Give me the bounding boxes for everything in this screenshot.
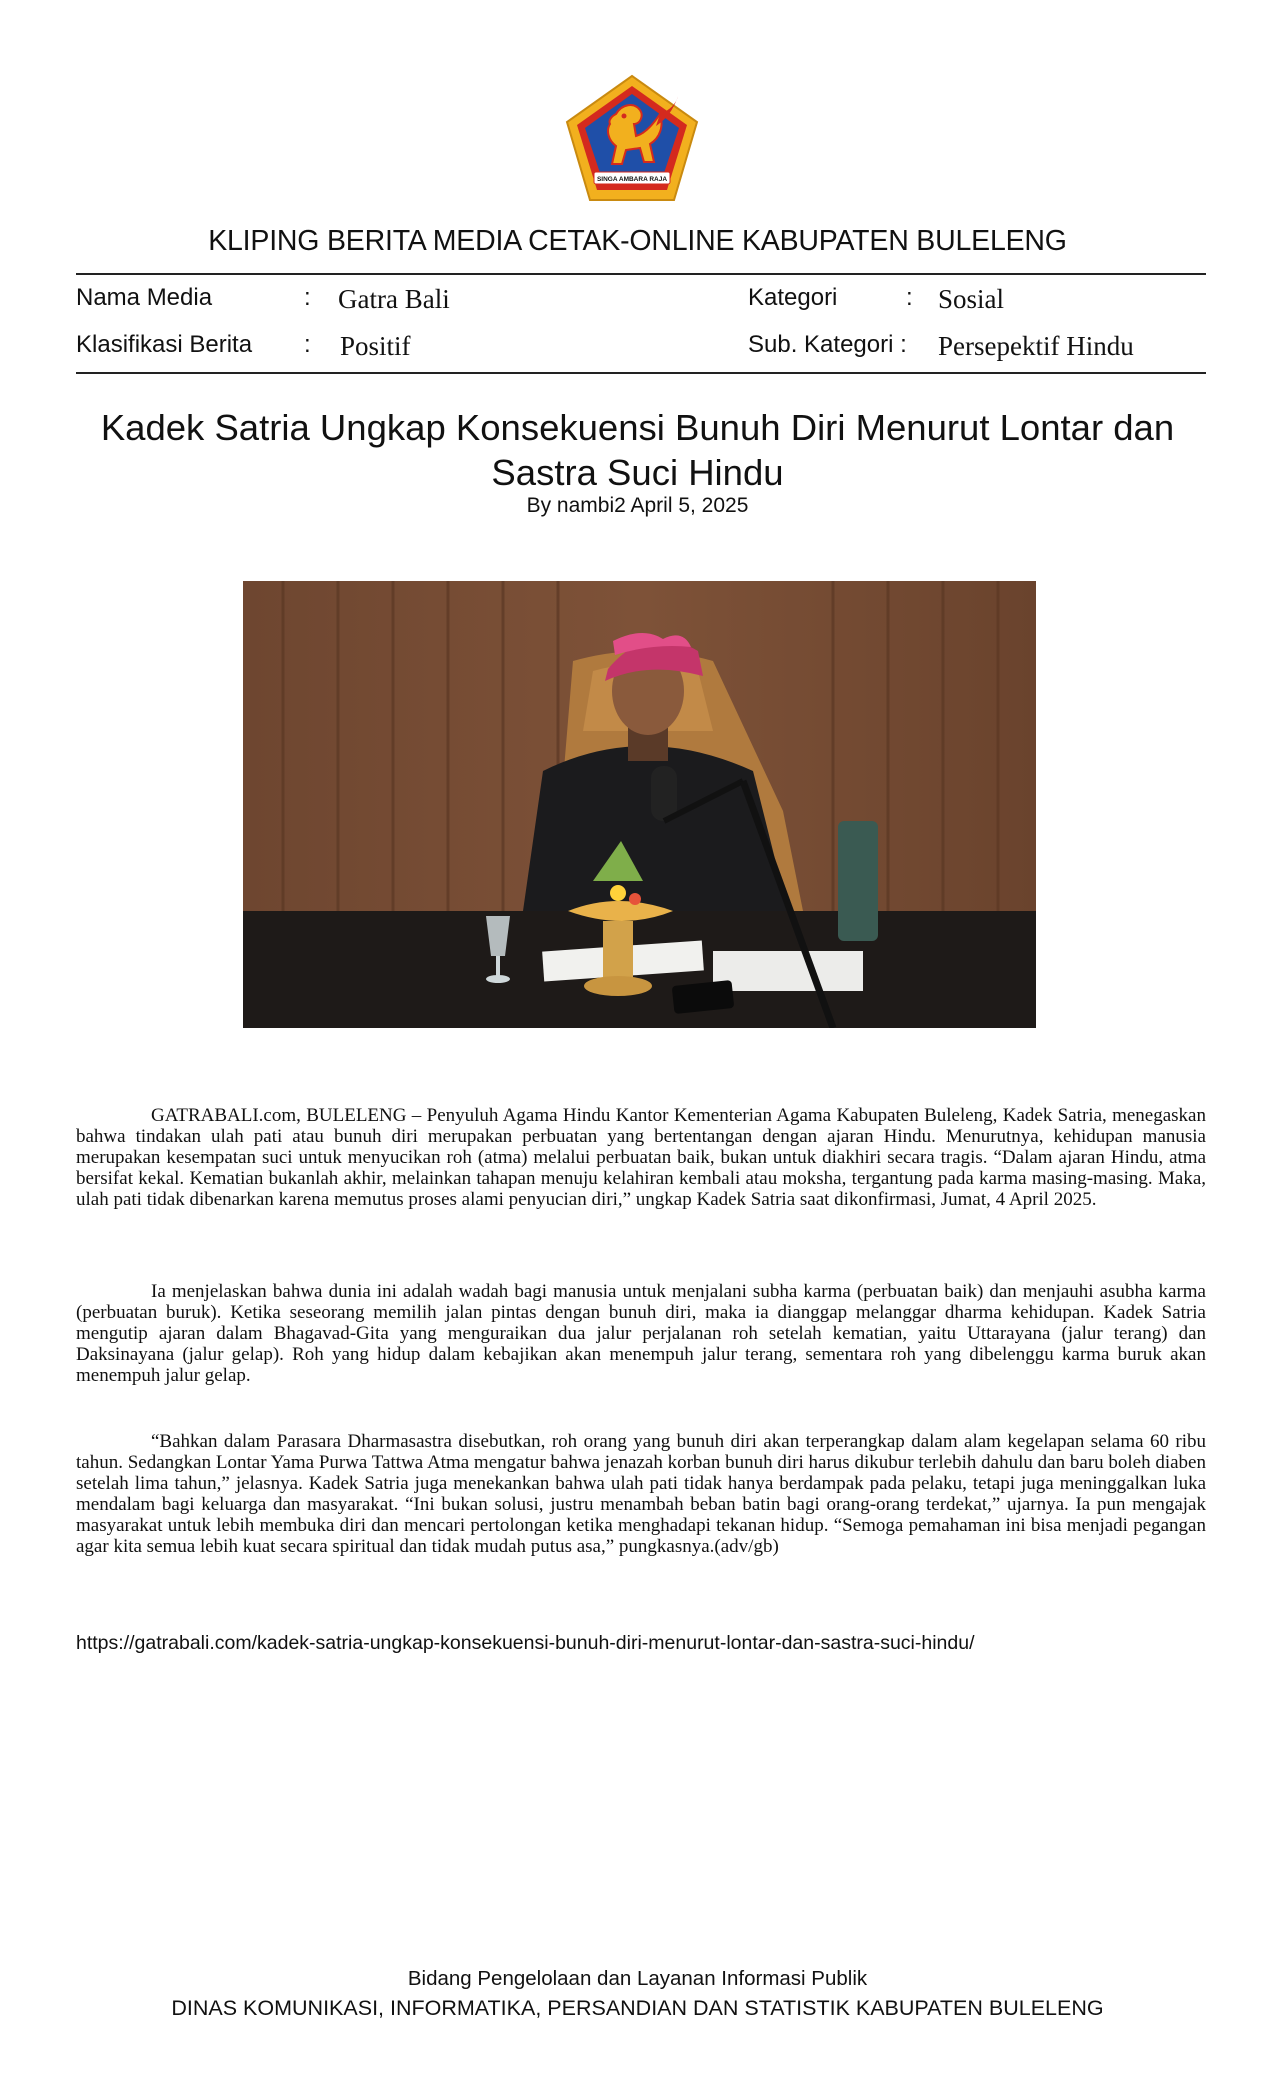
media-label: Nama Media xyxy=(76,284,213,311)
paragraph-text: “Bahkan dalam Parasara Dharmasastra disebutkan, roh orang yang bunuh diri akan terperangkap dalam alam kegelapan selama 60 ribu tahun. Sedangkan Lontar Yama Purwa Tattwa Atma mengatur bahwa jenazah korban bunuh diri harus dikubur terlebih dahulu dan baru boleh diaben setelah lima tahun,” jelasnya. Kadek Satria juga menekankan bahwa ulah pati tidak hanya berdampak pada pelaku, tetapi juga meninggalkan luka mendalam bagi keluarga dan masyarakat. “Ini bukan solusi, justru menambah beban batin bagi orang-orang terdekat,” ujarnya. Ia pun mengajak masyarakat untuk lebih membuka diri dan mencari pertolongan ketika menghadapi tekanan hidup. “Semoga pemahaman ini bisa menjadi pegangan agar kita semua lebih kuat secara spiritual dan tidak mudah putus asa,” pungkasnya.(adv/gb) xyxy=(76,1431,1206,1557)
paragraph-text: GATRABALI.com, BULELENG – Penyuluh Agama Hindu Kantor Kementerian Agama Kabupaten Buleleng, Kadek Satria, menegaskan bahwa tindakan ulah pati atau bunuh diri merupakan perbuatan yang bertentangan dengan ajaran Hindu. Menurutnya, kehidupan manusia merupakan kesempatan suci untuk menyucikan roh (atma) melalui perbuatan baik, bukan untuk diakhiri secara tragis. “Dalam ajaran Hindu, atma bersifat kekal. Kematian bukanlah akhir, melainkan tahapan menuju kelahiran kembali atau moksha, tergantung pada karma masing-masing. Maka, ulah pati tidak dibenarkan karena memutus proses alami penyucian diri,” ungkap Kadek Satria saat dikonfirmasi, Jumat, 4 April 2025. xyxy=(76,1105,1206,1210)
klasifikasi-separator: : xyxy=(304,331,311,358)
media-separator: : xyxy=(304,284,311,311)
article-photo xyxy=(243,581,1036,1028)
klasifikasi-value: Positif xyxy=(340,331,411,361)
crest-motto: SINGA AMBARA RAJA xyxy=(596,176,668,183)
footer-agency: DINAS KOMUNIKASI, INFORMATIKA, PERSANDIAN DAN STATISTIK KABUPATEN BULELENG xyxy=(171,1996,1104,2020)
article-paragraph-3 xyxy=(76,1431,1206,1557)
klasifikasi-label: Klasifikasi Berita xyxy=(76,331,253,358)
header-bottom-rule xyxy=(76,372,1206,374)
article-byline: By nambi2 April 5, 2025 xyxy=(526,494,749,517)
article-paragraph-1 xyxy=(76,1105,1206,1210)
buleleng-crest-icon xyxy=(564,74,700,204)
kategori-label: Kategori xyxy=(748,284,838,311)
article-paragraph-2 xyxy=(76,1281,1206,1386)
kategori-separator: : xyxy=(906,284,913,311)
subkategori-value: Persepektif Hindu xyxy=(938,331,1134,361)
page-header-title: KLIPING BERITA MEDIA CETAK-ONLINE KABUPATEN BULELENG xyxy=(208,225,1067,257)
headline-line-1: Kadek Satria Ungkap Konsekuensi Bunuh Diri Menurut Lontar dan xyxy=(100,407,1175,448)
footer-department: Bidang Pengelolaan dan Layanan Informasi Publik xyxy=(407,1967,868,1990)
media-value: Gatra Bali xyxy=(338,284,450,314)
subkategori-label: Sub. Kategori : xyxy=(748,331,907,358)
header-top-rule xyxy=(76,273,1206,275)
kategori-value: Sosial xyxy=(938,284,1005,314)
article-headline xyxy=(100,405,1175,495)
source-url-link[interactable]: https://gatrabali.com/kadek-satria-ungkap-konsekuensi-bunuh-diri-menurut-lontar-dan-sastra-suci-hindu/ xyxy=(76,1632,975,1654)
headline-line-2: Sastra Suci Hindu xyxy=(491,452,784,493)
paragraph-text: Ia menjelaskan bahwa dunia ini adalah wadah bagi manusia untuk menjalani subha karma (perbuatan baik) dan menjauhi asubha karma (perbuatan buruk). Ketika seseorang memilih jalan pintas dengan bunuh diri, maka ia dianggap melanggar dharma kehidupan. Kadek Satria mengutip ajaran dalam Bhagavad-Gita yang menguraikan dua jalur perjalanan roh setelah kematian, yaitu Uttarayana (jalur terang) dan Daksinayana (jalur gelap). Roh yang hidup dalam kebajikan akan menempuh jalur terang, sementara roh yang dibelenggu karma buruk akan menempuh jalur gelap. xyxy=(76,1281,1206,1386)
